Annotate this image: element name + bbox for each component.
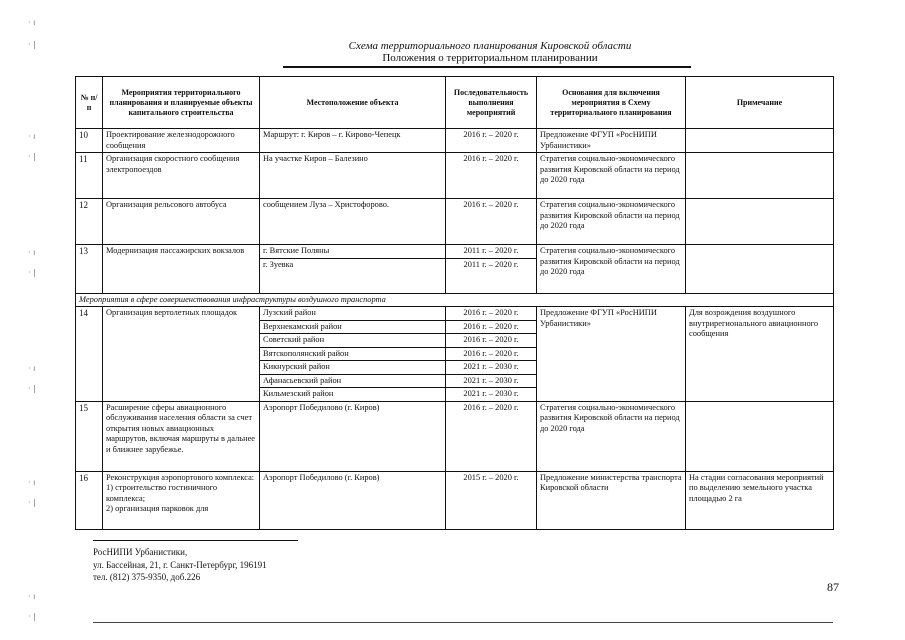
- row-number: 12: [76, 199, 103, 245]
- scan-mark: · ı: [28, 18, 36, 27]
- row-event: [103, 471, 260, 529]
- row-number: 10: [76, 129, 103, 153]
- row-basis: Стратегия социально-экономического развития Кировской области на период до 2020 года: [537, 199, 686, 245]
- row-period: 2011 г. – 2020 г.: [446, 258, 537, 293]
- page-number: 87: [827, 580, 839, 594]
- row-note: Для возрождения воздушного внутрирегионального авиационного сообщения: [686, 307, 834, 402]
- row-note: [686, 401, 834, 471]
- row-period: 2016 г. – 2020 г.: [446, 199, 537, 245]
- document-title: Схема территориального планирования Кировской области: [348, 40, 632, 52]
- row-location: г. Вятские Поляны: [260, 245, 446, 259]
- row-period: 2011 г. – 2020 г.: [446, 245, 537, 259]
- row-period: 2016 г. – 2020 г.: [446, 347, 537, 361]
- scan-mark: · ı: [28, 248, 36, 257]
- row-number: 13: [76, 245, 103, 294]
- row-period: 2016 г. – 2020 г.: [446, 153, 537, 199]
- scan-mark: · ı: [28, 132, 36, 141]
- row-event: Организация рельсового автобуса: [103, 199, 260, 245]
- footer-phone: тел. (812) 375-9350, доб.226: [93, 572, 201, 582]
- row-note: [686, 199, 834, 245]
- scan-mark: · |: [28, 40, 36, 49]
- row-location: Афанасьевский район: [260, 374, 446, 388]
- row-event: Организация вертолетных площадок: [103, 307, 260, 402]
- row-note: [686, 129, 834, 153]
- bottom-rule: [93, 622, 833, 623]
- row-period: 2021 г. – 2030 г.: [446, 361, 537, 375]
- table-row: [76, 199, 834, 245]
- row-number: 11: [76, 153, 103, 199]
- row-period: 2016 г. – 2020 г.: [446, 401, 537, 471]
- row-location: г. Зуевка: [260, 258, 446, 293]
- table-row: [76, 307, 834, 321]
- row-location: Аэропорт Победилово (г. Киров): [260, 401, 446, 471]
- row-period: 2016 г. – 2020 г.: [446, 129, 537, 153]
- scan-mark: · |: [28, 612, 36, 621]
- scan-mark: · |: [28, 384, 36, 393]
- footer-org: РосНИПИ Урбанистики,: [93, 547, 188, 557]
- table-row: [76, 129, 834, 153]
- row-location: Кильмезский район: [260, 388, 446, 402]
- row-location: Советский район: [260, 334, 446, 348]
- scan-mark: · |: [28, 268, 36, 277]
- col-header-note: Примечание: [686, 77, 834, 129]
- row-number: 16: [76, 471, 103, 529]
- row-location: Кикнурский район: [260, 361, 446, 375]
- col-header-location: Местоположение объекта: [260, 77, 446, 129]
- row-period: 2021 г. – 2030 г.: [446, 388, 537, 402]
- row-event: Расширение сферы авиационного обслуживания населения области за счет открытия новых авиационных маршрутов, включая маршруты в дальнее и ближнее зарубежье.: [103, 401, 260, 471]
- row-period: 2016 г. – 2020 г.: [446, 307, 537, 321]
- row-location: Вятскополянский район: [260, 347, 446, 361]
- row-location: Маршрут: г. Киров – г. Кирово-Чепецк: [260, 129, 446, 153]
- row-number: 14: [76, 307, 103, 402]
- section-title-air-transport: Мероприятия в сфере совершенствования инфраструктуры воздушного транспорта: [76, 293, 834, 307]
- row-period: 2016 г. – 2020 г.: [446, 320, 537, 334]
- row-location: Лузский район: [260, 307, 446, 321]
- row-number: 15: [76, 401, 103, 471]
- scan-mark: · ı: [28, 592, 36, 601]
- row-basis: Стратегия социально-экономического развития Кировской области на период до 2020 года: [537, 245, 686, 294]
- row-period: 2015 г. – 2020 г.: [446, 471, 537, 529]
- row-event-line: Реконструкция аэропортового комплекса:: [106, 472, 255, 482]
- row-basis: Стратегия социально-экономического развития Кировской области на период до 2020 года: [537, 153, 686, 199]
- row-location: сообщением Луза – Христофорово.: [260, 199, 446, 245]
- row-event: Проектирование железнодорожного сообщения: [103, 129, 260, 153]
- row-period: 2021 г. – 2030 г.: [446, 374, 537, 388]
- row-event: Организация скоростного сообщения электропоездов: [103, 153, 260, 199]
- row-note: [686, 153, 834, 199]
- footer: [93, 546, 267, 584]
- row-note: [686, 245, 834, 294]
- header-rule: [283, 66, 691, 68]
- row-location: Верхнекамский район: [260, 320, 446, 334]
- table-header-row: [76, 77, 834, 129]
- table-row: [76, 471, 834, 529]
- row-location: На участке Киров – Балезино: [260, 153, 446, 199]
- document-subtitle: Положения о территориальном планировании: [382, 52, 598, 64]
- row-basis: Предложение ФГУП «РосНИПИ Урбанистики»: [537, 129, 686, 153]
- row-basis: Предложение ФГУП «РосНИПИ Урбанистики»: [537, 307, 686, 402]
- row-location: Аэропорт Победилово (г. Киров): [260, 471, 446, 529]
- col-header-event: Мероприятия территориального планирования и планируемые объекты капитального строительства: [103, 77, 260, 129]
- scan-mark: · ı: [28, 478, 36, 487]
- section-row: [76, 293, 834, 307]
- row-note: На стадии согласования мероприятий по выделению земельного участка площадью 2 га: [686, 471, 834, 529]
- footer-rule: [93, 540, 298, 541]
- row-event-line: 1) строительство гостиничного комплекса;: [106, 483, 218, 503]
- row-event: Модернизация пассажирских вокзалов: [103, 245, 260, 294]
- col-header-period: Последовательность выполнения мероприятий: [446, 77, 537, 129]
- table-row: [76, 153, 834, 199]
- table-row: [76, 245, 834, 259]
- col-header-number: № п/п: [76, 77, 103, 129]
- row-basis: Предложение министерства транспорта Кировской области: [537, 471, 686, 529]
- scan-mark: · |: [28, 498, 36, 507]
- footer-address: ул. Бассейная, 21, г. Санкт-Петербург, 196191: [93, 559, 267, 570]
- row-period: 2016 г. – 2020 г.: [446, 334, 537, 348]
- planning-table: [75, 76, 834, 530]
- row-event-line: 2) организация парковок для: [106, 504, 209, 513]
- scan-mark: · |: [28, 152, 36, 161]
- table-row: [76, 401, 834, 471]
- scan-mark: · ı: [28, 364, 36, 373]
- row-basis: Стратегия социально-экономического развития Кировской области на период до 2020 года: [537, 401, 686, 471]
- col-header-basis: Основания для включения мероприятия в Схему территориального планирования: [537, 77, 686, 129]
